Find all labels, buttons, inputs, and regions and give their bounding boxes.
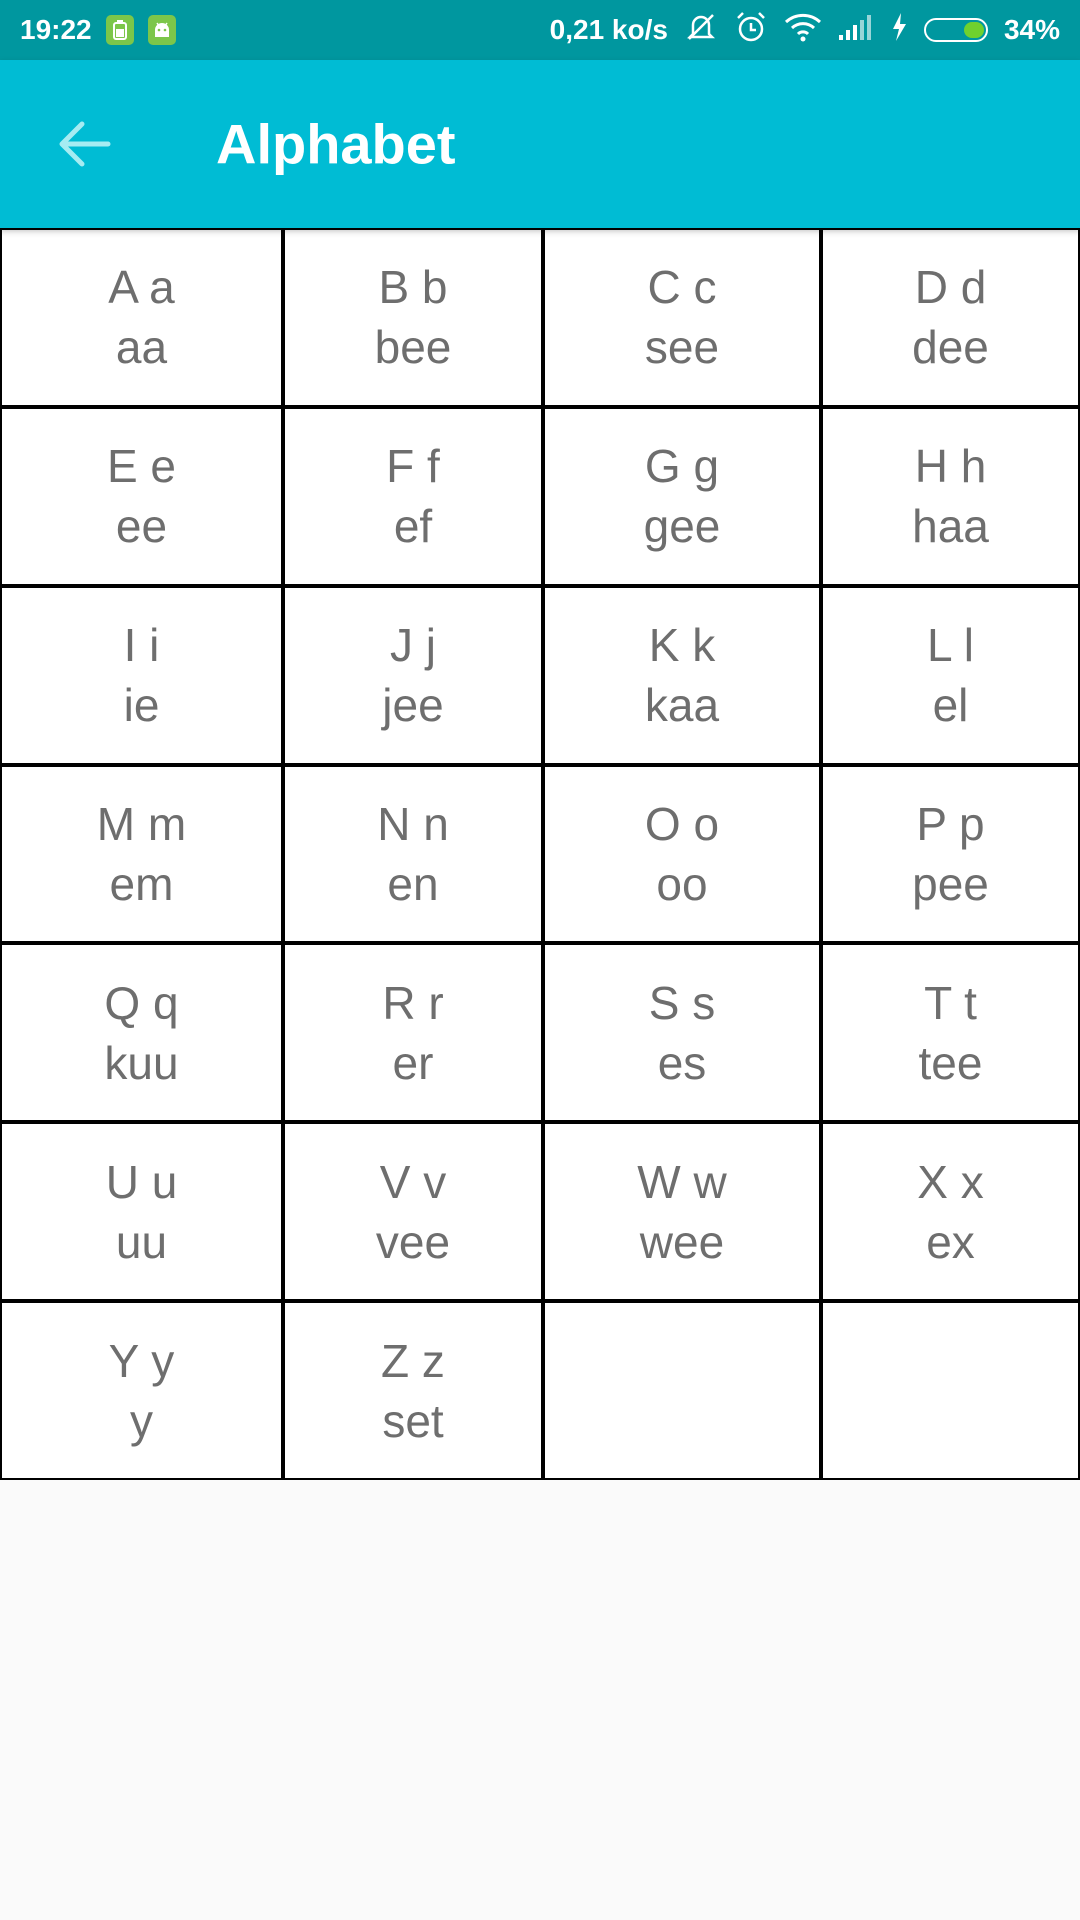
- mute-icon: [684, 10, 718, 51]
- pronunciation-label: ie: [123, 679, 160, 732]
- letter-label: G g: [644, 440, 720, 493]
- letter-cell[interactable]: [543, 943, 821, 1122]
- battery-icon: [924, 18, 988, 42]
- pronunciation-label: tee: [918, 1036, 983, 1089]
- letter-label: H h: [914, 440, 987, 493]
- pronunciation-label: dee: [912, 321, 989, 374]
- letter-cell[interactable]: [821, 1122, 1080, 1301]
- letter-label: B b: [378, 261, 448, 314]
- signal-icon: [838, 13, 874, 48]
- pronunciation-label: set: [382, 1394, 444, 1447]
- letter-cell[interactable]: [543, 407, 821, 586]
- pronunciation-label: bee: [374, 321, 452, 374]
- network-speed: 0,21 ko/s: [549, 14, 668, 45]
- pronunciation-label: y: [130, 1394, 153, 1447]
- letter-cell[interactable]: [543, 765, 821, 944]
- letter-cell[interactable]: [283, 586, 543, 765]
- pronunciation-label: oo: [656, 857, 708, 910]
- letter-label: U u: [105, 1155, 178, 1208]
- letter-cell[interactable]: [543, 228, 821, 407]
- pronunciation-label: jee: [382, 679, 444, 732]
- letter-label: L l: [927, 619, 974, 672]
- pronunciation-label: gee: [643, 500, 721, 553]
- letter-label: J j: [390, 619, 436, 672]
- letter-label: W w: [637, 1155, 727, 1208]
- pronunciation-label: er: [392, 1036, 434, 1089]
- pronunciation-label: haa: [912, 500, 989, 553]
- letter-label: C c: [647, 261, 717, 314]
- alphabet-grid: [0, 228, 1080, 1480]
- letter-cell[interactable]: [0, 1301, 283, 1480]
- letter-label: N n: [377, 797, 449, 850]
- battery-notification-icon: [106, 15, 134, 45]
- pronunciation-label: kaa: [644, 679, 720, 732]
- letter-label: K k: [648, 619, 716, 672]
- letter-cell[interactable]: [821, 765, 1080, 944]
- pronunciation-label: ee: [115, 500, 168, 553]
- pronunciation-label: ef: [393, 500, 433, 553]
- pronunciation-label: wee: [639, 1215, 725, 1268]
- letter-label: Z z: [381, 1334, 445, 1387]
- letter-cell[interactable]: [821, 586, 1080, 765]
- letter-cell[interactable]: [821, 407, 1080, 586]
- letter-label: X x: [917, 1155, 984, 1208]
- letter-cell[interactable]: [0, 765, 283, 944]
- letter-cell[interactable]: [0, 407, 283, 586]
- letter-cell[interactable]: [0, 586, 283, 765]
- letter-label: V v: [379, 1155, 447, 1208]
- back-button[interactable]: [52, 112, 116, 176]
- letter-label: R r: [382, 976, 444, 1029]
- pronunciation-label: aa: [115, 321, 168, 374]
- empty-cell: [543, 1301, 821, 1480]
- charging-icon: [890, 12, 908, 49]
- alarm-icon: [734, 10, 768, 51]
- letter-label: D d: [914, 261, 987, 314]
- letter-label: P p: [916, 797, 985, 850]
- letter-label: I i: [123, 619, 160, 672]
- android-notification-icon: [148, 15, 176, 45]
- letter-cell[interactable]: [283, 943, 543, 1122]
- letter-cell[interactable]: [543, 1122, 821, 1301]
- letter-label: O o: [644, 797, 720, 850]
- pronunciation-label: en: [387, 857, 439, 910]
- battery-fill: [964, 22, 984, 38]
- arrow-left-icon: [56, 119, 112, 169]
- letter-label: E e: [106, 440, 177, 493]
- pronunciation-label: pee: [912, 857, 989, 910]
- letter-cell[interactable]: [0, 228, 283, 407]
- letter-cell[interactable]: [821, 228, 1080, 407]
- letter-cell[interactable]: [283, 765, 543, 944]
- letter-cell[interactable]: [821, 943, 1080, 1122]
- empty-cell: [821, 1301, 1080, 1480]
- pronunciation-label: kuu: [104, 1036, 179, 1089]
- pronunciation-label: em: [109, 857, 174, 910]
- letter-label: Q q: [104, 976, 179, 1029]
- letter-label: Y y: [108, 1334, 175, 1387]
- letter-label: A a: [108, 261, 175, 314]
- page-title: Alphabet: [216, 112, 456, 176]
- status-time: 19:22: [20, 14, 92, 45]
- letter-label: S s: [648, 976, 716, 1029]
- letter-label: F f: [386, 440, 440, 493]
- letter-label: M m: [96, 797, 187, 850]
- letter-cell[interactable]: [0, 943, 283, 1122]
- wifi-icon: [784, 12, 822, 49]
- pronunciation-label: see: [644, 321, 720, 374]
- app-bar: [0, 60, 1080, 228]
- pronunciation-label: el: [932, 679, 969, 732]
- pronunciation-label: vee: [375, 1215, 451, 1268]
- battery-percent: 34%: [1003, 14, 1060, 45]
- letter-cell[interactable]: [543, 586, 821, 765]
- pronunciation-label: uu: [115, 1215, 168, 1268]
- letter-label: T t: [924, 976, 977, 1029]
- letter-cell[interactable]: [283, 228, 543, 407]
- pronunciation-label: ex: [926, 1215, 975, 1268]
- pronunciation-label: es: [657, 1036, 707, 1089]
- letter-cell[interactable]: [283, 407, 543, 586]
- letter-cell[interactable]: [283, 1122, 543, 1301]
- letter-cell[interactable]: [0, 1122, 283, 1301]
- letter-cell[interactable]: [283, 1301, 543, 1480]
- status-bar: [0, 0, 1080, 60]
